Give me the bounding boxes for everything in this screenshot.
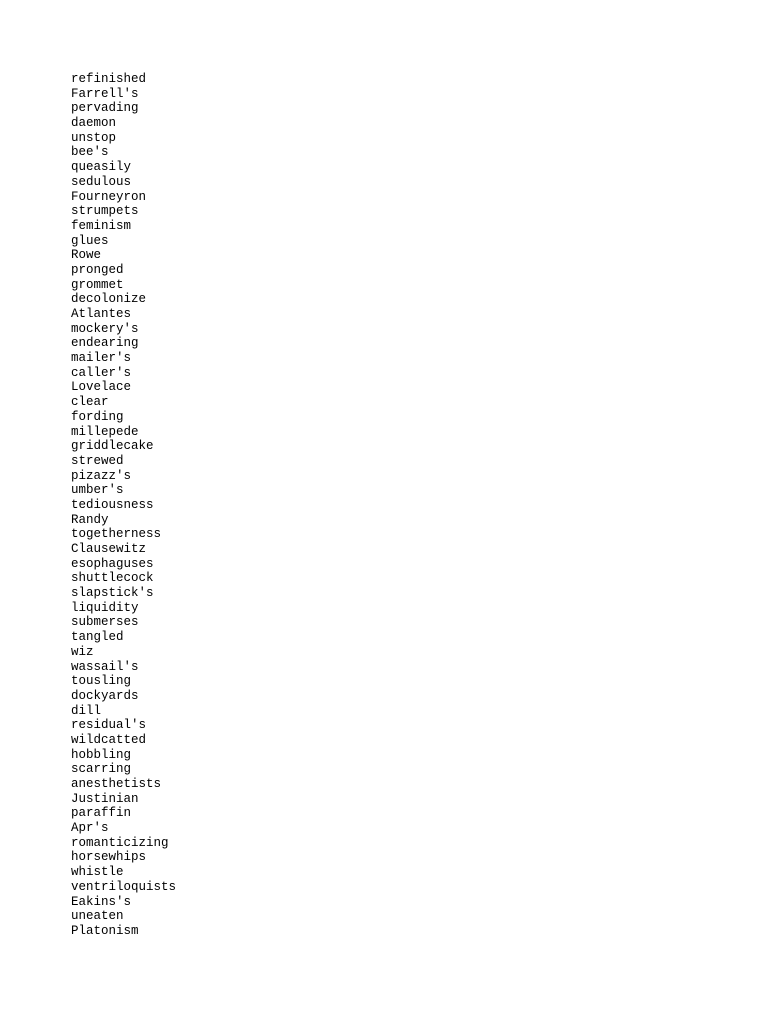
word-list-item: Atlantes bbox=[71, 307, 132, 321]
word-list-item: Lovelace bbox=[71, 380, 132, 395]
word-list-item: mailer's bbox=[71, 351, 132, 366]
word-list-item: hobbling bbox=[71, 747, 132, 762]
word-list-item: submerses bbox=[71, 615, 139, 630]
word-list-item: mockery's bbox=[71, 321, 139, 336]
word-list-item: tediousness bbox=[71, 497, 154, 512]
word-list-item: Fourneyron bbox=[71, 189, 147, 204]
word-list-item: uneaten bbox=[71, 909, 124, 924]
word-list-item: Apr's bbox=[71, 821, 109, 836]
word-list-item: anesthetists bbox=[71, 777, 162, 791]
word-list-item: griddlecake bbox=[71, 439, 154, 454]
word-list-item: slapstick's bbox=[71, 586, 154, 601]
word-list-item: ventriloquists bbox=[71, 879, 177, 894]
word-list-item: wildcatted bbox=[71, 732, 147, 747]
word-list-item: clear bbox=[71, 395, 109, 410]
word-list-item: Rowe bbox=[71, 248, 102, 263]
word-list-item: esophaguses bbox=[71, 556, 154, 571]
word-list-item: glues bbox=[71, 233, 109, 248]
word-list-item: horsewhips bbox=[71, 850, 147, 865]
word-list-item: sedulous bbox=[71, 174, 132, 189]
word-list-item: millepede bbox=[71, 424, 139, 439]
word-list-item: Clausewitz bbox=[71, 542, 147, 556]
word-list-item: daemon bbox=[71, 116, 117, 131]
word-list-item: bee's bbox=[71, 145, 109, 160]
word-list-item: liquidity bbox=[71, 600, 139, 615]
word-list-item: residual's bbox=[71, 718, 147, 733]
word-list-item: umber's bbox=[71, 483, 124, 498]
word-list-item: tousling bbox=[71, 674, 132, 689]
word-list-item: wiz bbox=[71, 644, 94, 659]
word-list-item: togetherness bbox=[71, 527, 162, 542]
word-list-item: pizazz's bbox=[71, 468, 132, 483]
word-list-item: caller's bbox=[71, 365, 132, 380]
word-list-item: romanticizing bbox=[71, 835, 169, 850]
word-list-item: decolonize bbox=[71, 292, 147, 307]
word-list-item: wassail's bbox=[71, 659, 139, 674]
word-list-item: dockyards bbox=[71, 688, 139, 703]
word-list-item: feminism bbox=[71, 218, 132, 233]
word-list-item: pervading bbox=[71, 101, 139, 116]
word-list-item: pronged bbox=[71, 262, 124, 277]
word-list-item: Randy bbox=[71, 512, 109, 527]
word-list-item: queasily bbox=[71, 160, 132, 175]
word-list-item: refinished bbox=[71, 72, 147, 86]
word-list-item: paraffin bbox=[71, 806, 132, 821]
word-list-item: tangled bbox=[71, 630, 124, 645]
word-list-item: Platonism bbox=[71, 923, 139, 938]
word-list-item: strewed bbox=[71, 453, 124, 468]
word-list-item: fording bbox=[71, 409, 124, 424]
word-list-item: strumpets bbox=[71, 204, 139, 219]
word-list-item: endearing bbox=[71, 336, 139, 351]
word-list-item: unstop bbox=[71, 130, 117, 145]
word-list bbox=[71, 72, 176, 939]
word-list-item: grommet bbox=[71, 277, 124, 292]
word-list-item: dill bbox=[71, 703, 102, 718]
word-list-item: Justinian bbox=[71, 791, 139, 806]
word-list-item: whistle bbox=[71, 865, 124, 880]
word-list-item: scarring bbox=[71, 762, 132, 777]
word-list-item: Eakins's bbox=[71, 894, 132, 909]
word-list-item: Farrell's bbox=[71, 86, 139, 101]
word-list-item: shuttlecock bbox=[71, 571, 154, 586]
